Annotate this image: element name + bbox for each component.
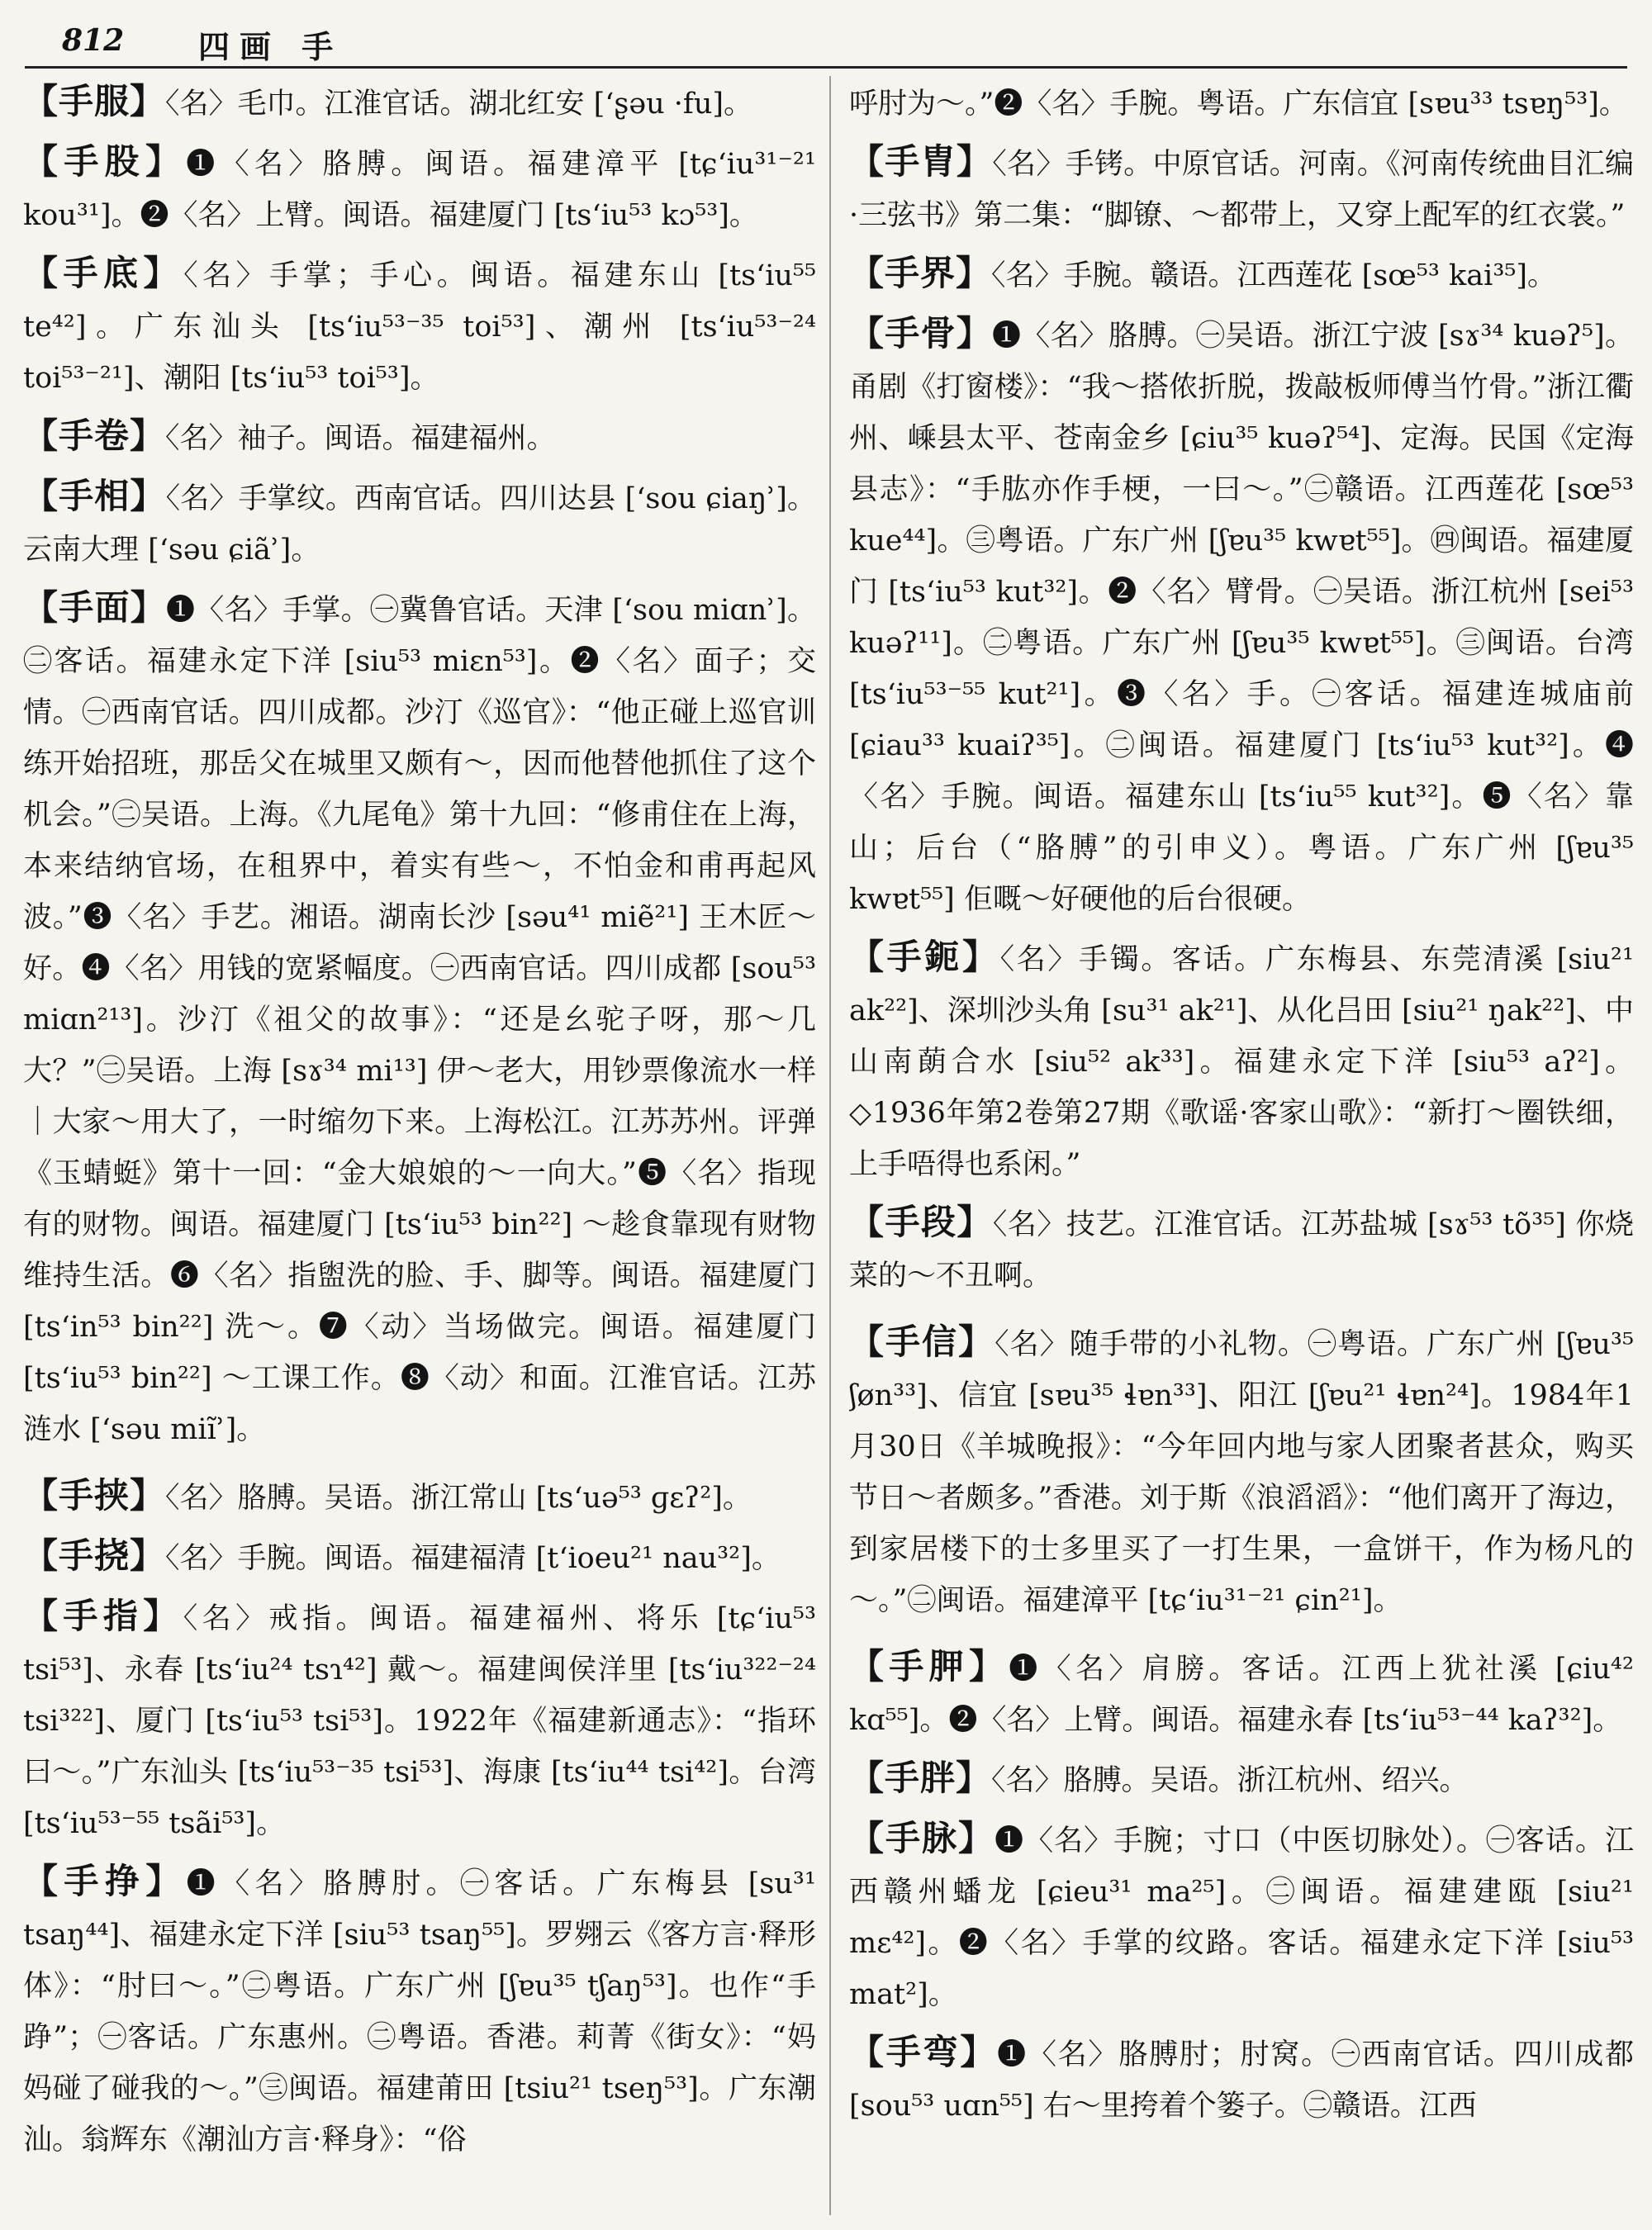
headword: 【手相】 [23,476,166,516]
definition: 〈名〉手铐。中原官话。河南。《河南传统曲目汇编·三弦书》第二集：“脚镣、～都带上，又穿上配军的红衣裳。” [849,148,1634,232]
column-divider [829,76,831,2215]
headword: 【手鈪】 [849,937,1000,977]
definition: ❶〈名〉胳膊肘；肘窝。㊀西南官话。四川成都 [sou⁵³ uɑn⁵⁵] 右～里挎着个篓子。㊁赣语。江西 [849,2038,1634,2123]
headword: 【手挠】 [23,1535,166,1576]
headword: 【手股】 [23,141,187,182]
headword: 【手服】 [23,81,166,121]
entry [23,582,816,1455]
definition: 〈名〉手掌纹。西南官话。四川达县 [ʻsou ɕiaŋʾ]。云南大理 [ʻsəu ɕiãʾ]。 [23,482,816,567]
definition: 〈名〉手腕。闽语。福建福清 [tʻioeu²¹ nau³²]。 [165,1542,781,1575]
entry [849,1641,1634,1746]
headword: 【手界】 [849,253,992,293]
entry [849,2027,1634,2132]
right-column [849,76,1634,2215]
definition: 〈名〉手掌；手心。闽语。福建东山 [tsʻiu⁵⁵ te⁴²]。广东汕头 [tsʻiu⁵³⁻³⁵ toi⁵³]、潮州 [tsʻiu⁵³⁻²⁴ toi⁵³⁻²¹]、潮阳 [tsʻiu⁵³ toi⁵³]。 [23,259,816,395]
headword: 【手底】 [23,253,184,293]
entry-continuation [849,76,1634,130]
definition: 〈名〉胳膊。吴语。浙江常山 [tsʻuə⁵³ ɡɛʔ²]。 [165,1482,752,1515]
headword: 【手卷】 [23,415,166,456]
entry [849,1753,1634,1806]
definition: 呼肘为～。”❷〈名〉手腕。粤语。广东信宜 [sɐu³³ tsɐŋ⁵³]。 [849,88,1628,121]
headword: 【手信】 [849,1321,995,1362]
definition: 〈名〉手镯。客话。广东梅县、东莞清溪 [siu²¹ ak²²]、深圳沙头角 [su³¹ ak²¹]、从化吕田 [siu²¹ ŋak²²]、中山南蓢合水 [siu⁵² ak³³]。福建永定下洋 [siu⁵³ aʔ²]。◇1936年第2卷第27期《歌谣·客家山歌》：“新打～圈铁细，上手唔得也系闲。” [849,943,1634,1181]
headword: 【手胖】 [849,1758,992,1798]
entry [23,1856,816,2166]
entry [23,471,816,576]
definition: 〈名〉胳膊。吴语。浙江杭州、绍兴。 [991,1764,1469,1797]
definition: 〈名〉袖子。闽语。福建福州。 [165,422,556,455]
definition: ❶〈名〉胳膊。闽语。福建漳平 [tɕʻiu³¹⁻²¹ kou³¹]。❷〈名〉上臂。闽语。福建厦门 [tsʻiu⁵³ kɔ⁵³]。 [23,148,816,232]
definition: ❶〈名〉手掌。㊀冀鲁官话。天津 [ʻsou miɑnʾ]。㊁客话。福建永定下洋 [siu⁵³ miɛn⁵³]。❷〈名〉面子；交情。㊀西南官话。四川成都。沙汀《巡官》：“他正碰上巡官训练开始招班，那岳父在城里又颇有～，因而他替他抓住了这个机会。”㊁吴语。上海。《九尾龟》第十九回：“修甫住在上海，本来结纳官场，在租界中，着实有些～，不怕金和甫再起风波。”❸〈名〉手艺。湘语。湖南长沙 [səu⁴¹ miẽ²¹] 王木匠～好。❹〈名〉用钱的宽紧幅度。㊀西南官话。四川成都 [sou⁵³ miɑn²¹³]。沙汀《祖父的故事》：“还是幺驼子呀，那～几大？”㊁吴语。上海 [sɤ³⁴ mi¹³] 伊～老大，用钞票像流水一样｜大家～用大了，一时缩勿下来。上海松江。江苏苏州。评弹《玉蜻蜓》第十一回：“金大娘娘的～一向大。”❺〈名〉指现有的财物。闽语。福建厦门 [tsʻiu⁵³ bin²²] ～趁食靠现有财物维持生活。❻〈名〉指盥洗的脸、手、脚等。闽语。福建厦门 [tsʻin⁵³ bin²²] 洗～。❼〈动〉当场做完。闽语。福建厦门 [tsʻiu⁵³ bin²²] ～工课工作。❽〈动〉和面。江淮官话。江苏涟水 [ʻsəu miĩʾ]。 [23,594,816,1446]
entry [23,1530,816,1584]
headword: 【手脉】 [849,1818,995,1858]
entry [849,932,1634,1190]
entry [849,1813,1634,2020]
definition: ❶〈名〉肩膀。客话。江西上犹社溪 [ɕiu⁴² kɑ⁵⁵]。❷〈名〉上臂。闽语。福建永春 [tsʻiu⁵³⁻⁴⁴ kaʔ³²]。 [849,1653,1634,1737]
entry [23,136,816,241]
headword: 【手胄】 [849,141,993,182]
headword: 【手面】 [23,587,167,628]
headword: 【手骨】 [849,313,992,353]
headword: 【手段】 [849,1202,993,1242]
headword: 【手挟】 [23,1475,166,1516]
entry [849,248,1634,301]
headword: 【手指】 [23,1596,183,1636]
definition: ❶〈名〉手腕；寸口（中医切脉处）。㊀客话。江西赣州蟠龙 [ɕieu³¹ ma²⁵]。㊁闽语。福建建瓯 [siu²¹ mɛ⁴²]。❷〈名〉手掌的纹路。客话。福建永定下洋 [siu⁵³ mat²]。 [849,1824,1634,2011]
page-header [25,18,1627,69]
definition: 〈名〉随手带的小礼物。㊀粤语。广东广州 [ʃɐu³⁵ ʃøn³³]、信宜 [sɐu³⁵ ɬɐn³³]、阳江 [ʃɐu²¹ ɬɐn²⁴]。1984年1月30日《羊城晚报》：“今年回内地与家人团聚者甚众，购买节日～者颇多。”香港。刘于斯《浪滔滔》：“他们离开了海边，到家居楼下的士多里买了一打生果，一盒饼干，作为杨凡的～。”㊁闽语。福建漳平 [tɕʻiu³¹⁻²¹ ɕin²¹]。 [849,1328,1634,1617]
entry [849,136,1634,241]
entry [23,1470,816,1524]
entry [23,1591,816,1849]
definition: 〈名〉技艺。江淮官话。江苏盐城 [sɤ⁵³ tõ³⁵] 你烧菜的～不丑啊。 [849,1208,1634,1293]
entry [849,1317,1634,1626]
definition: 〈名〉戒指。闽语。福建福州、将乐 [tɕʻiu⁵³ tsi⁵³]、永春 [tsʻiu²⁴ tsɿ⁴²] 戴～。福建闽侯洋里 [tsʻiu³²²⁻²⁴ tsi³²²]、厦门 [tsʻiu⁵³ tsi⁵³]。1922年《福建新通志》：“指环曰～。”广东汕头 [tsʻiu⁵³⁻³⁵ tsi⁵³]、海康 [tsʻiu⁴⁴ tsi⁴²]。台湾 [tsʻiu⁵³⁻⁵⁵ tsãi⁵³]。 [23,1602,816,1840]
definition: 〈名〉手腕。赣语。江西莲花 [sœ⁵³ kai³⁵]。 [991,259,1557,292]
headword: 【手挣】 [23,1861,187,1901]
entry [849,308,1634,925]
definition: ❶〈名〉胳膊。㊀吴语。浙江宁波 [sɤ³⁴ kuəʔ⁵]。甬剧《打窗楼》：“我～搭侬折脱，拨敲板师傅当竹骨。”浙江衢州、嵊县太平、苍南金乡 [ɕiu³⁵ kuəʔ⁵⁴]、定海。民国《定海县志》：“手肱亦作手梗，一曰～。”㊁赣语。江西莲花 [sœ⁵³ kue⁴⁴]。㊂粤语。广东广州 [ʃɐu³⁵ kwɐt⁵⁵]。㊃闽语。福建厦门 [tsʻiu⁵³ kut³²]。❷〈名〉臂骨。㊀吴语。浙江杭州 [sei⁵³ kuəʔ¹¹]。㊁粤语。广东广州 [ʃɐu³⁵ kwɐt⁵⁵]。㊂闽语。台湾 [tsʻiu⁵³⁻⁵⁵ kut²¹]。❸〈名〉手。㊀客话。福建连城庙前 [ɕiau³³ kuaiʔ³⁵]。㊁闽语。福建厦门 [tsʻiu⁵³ kut³²]。❹〈名〉手腕。闽语。福建东山 [tsʻiu⁵⁵ kut³²]。❺〈名〉靠山；后台（“胳膊”的引申义）。粤语。广东广州 [ʃɐu³⁵ kwɐt⁵⁵] 佢嘅～好硬他的后台很硬。 [849,320,1634,916]
definition: ❶〈名〉胳膊肘。㊀客话。广东梅县 [su³¹ tsaŋ⁴⁴]、福建永定下洋 [siu⁵³ tsaŋ⁵⁵]。罗翙云《客方言·释形体》：“肘曰～。”㊁粤语。广东广州 [ʃɐu³⁵ tʃaŋ⁵³]。也作“手踭”；㊀客话。广东惠州。㊁粤语。香港。莉菁《街女》：“妈妈碰了碰我的～。”㊂闽语。福建莆田 [tsiu²¹ tseŋ⁵³]。广东潮汕。翁辉东《潮汕方言·释身》：“俗 [23,1867,816,2156]
entry [23,76,816,130]
definition: 〈名〉毛巾。江淮官话。湖北红安 [ʻʂəu ·fu]。 [165,88,753,121]
headword: 【手弯】 [849,2032,998,2072]
entry [849,1197,1634,1302]
page-number: 812 [62,23,125,58]
entry [23,248,816,404]
headword: 【手胛】 [849,1646,1009,1687]
running-title: 四画 手 [198,28,344,65]
entry [23,410,816,464]
left-column [23,76,816,2215]
